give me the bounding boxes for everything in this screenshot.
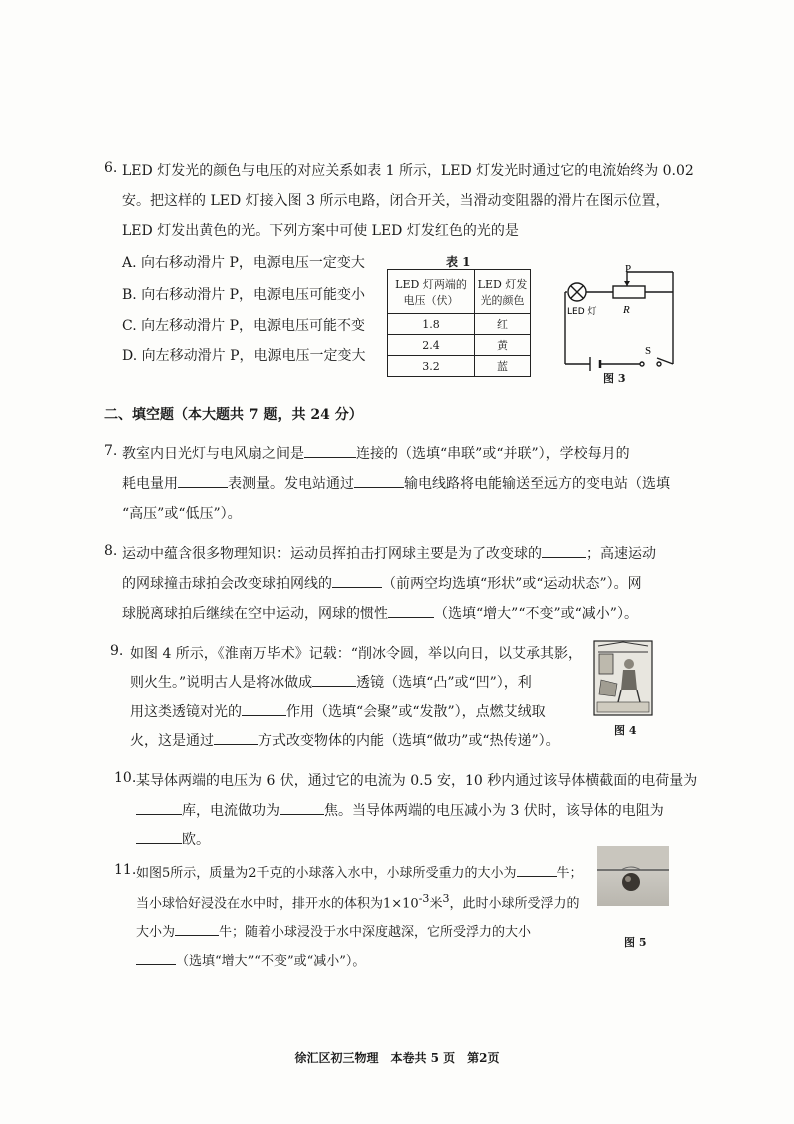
q9-text: 火，这是通过	[130, 733, 214, 749]
q10-text: 焦。当导体两端的电压减小为 3 伏时，该导体的电阻为	[324, 803, 664, 819]
question-10-number: 10.	[114, 770, 137, 786]
q11-text: 当小球恰好浸没在水中时，排开水的体积为1×10	[136, 896, 419, 912]
answer-blank[interactable]	[136, 802, 182, 815]
table-row	[388, 335, 531, 356]
answer-blank[interactable]	[136, 831, 182, 844]
question-9-line-1: 如图 4 所示，《淮南万毕术》记载：“削冰令圆，举以向日，以艾承其影，	[130, 646, 582, 662]
question-9-line-3	[130, 701, 546, 721]
table-header-color	[475, 270, 531, 314]
table-1-caption: 表 1	[446, 255, 471, 269]
header-voltage-line-1: LED 灯两端的	[395, 277, 467, 291]
table-row	[388, 314, 531, 335]
question-9-line-2	[130, 672, 532, 692]
answer-blank[interactable]	[214, 732, 258, 745]
q11-text: 大小为	[136, 925, 176, 940]
ancient-lens-illustration-figure-4	[593, 640, 653, 716]
answer-blank[interactable]	[242, 703, 286, 716]
header-voltage-line-2: 电压（伏）	[403, 293, 459, 307]
question-9-line-4	[130, 730, 560, 750]
question-8-line-1	[122, 543, 656, 563]
question-10-line-3	[136, 829, 210, 849]
answer-blank[interactable]	[542, 545, 586, 558]
q9-text: 则火生。”说明古人是将冰做成	[130, 675, 313, 691]
answer-blank[interactable]	[136, 952, 176, 965]
figure-5-caption: 图 5	[624, 936, 647, 949]
cell-color: 红	[475, 314, 531, 335]
q7-text: 耗电量用	[122, 476, 178, 492]
cell-voltage: 1.8	[388, 314, 475, 335]
q9-text: 用这类透镜对光的	[130, 704, 242, 720]
header-color-line-2: 光的颜色	[480, 293, 525, 307]
question-8-number: 8.	[104, 543, 118, 559]
figure-3-caption: 图 3	[603, 372, 626, 385]
cell-voltage: 2.4	[388, 335, 475, 356]
answer-blank[interactable]	[517, 864, 557, 877]
q8-text: （前两空均选填“形状”或“运动状态”）。网	[382, 576, 642, 592]
q8-text: ；高速运动	[586, 546, 656, 562]
q7-text: 表测量。发电站通过	[228, 476, 354, 492]
label-s: S	[645, 345, 652, 357]
q10-text: 库，电流做功为	[182, 803, 280, 819]
page-footer: 徐汇区初三物理 本卷共 5 页 第2页	[294, 1051, 500, 1065]
q7-text: 连接的（选填“串联”或“并联”），学校每月的	[356, 446, 630, 462]
question-7-number: 7.	[104, 443, 118, 459]
led-voltage-color-table	[387, 269, 531, 377]
question-8-line-2	[122, 573, 642, 593]
ball-in-water-photo-figure-5	[597, 846, 669, 906]
question-7-line-2	[122, 473, 670, 493]
table-row	[388, 356, 531, 377]
answer-blank[interactable]	[280, 802, 324, 815]
q11-text: 米	[429, 896, 443, 912]
cell-voltage: 3.2	[388, 356, 475, 377]
answer-blank[interactable]	[175, 923, 219, 936]
answer-blank[interactable]	[304, 445, 356, 458]
question-11-number: 11.	[114, 862, 137, 878]
q7-text: 输电线路将电能输送至远方的变电站（选填	[404, 476, 670, 492]
question-11-line-4	[136, 950, 365, 969]
question-7-line-3: “高压”或“低压”）。	[122, 506, 242, 522]
answer-blank[interactable]	[388, 605, 434, 618]
answer-blank[interactable]	[332, 575, 382, 588]
q11-text: 牛；	[556, 866, 583, 881]
cell-color: 黄	[475, 335, 531, 356]
question-7-line-1	[122, 443, 630, 463]
answer-blank[interactable]	[354, 475, 404, 488]
answer-blank[interactable]	[178, 475, 228, 488]
q11-exponent: 3	[442, 892, 450, 905]
question-6-line-2: 安。把这样的 LED 灯接入图 3 所示电路，闭合开关，当滑动变阻器的滑片在图示位置，	[122, 193, 670, 209]
section-2-title: 二、填空题（本大题共 7 题，共 24 分）	[104, 407, 363, 423]
q11-text: 如图5所示，质量为2千克的小球落入水中，小球所受重力的大小为	[136, 866, 517, 881]
label-p: P	[625, 263, 632, 275]
table-header-voltage	[388, 270, 475, 314]
q11-exponent: -3	[418, 892, 430, 905]
q9-text: 透镜（选填“凸”或“凹”），利	[356, 675, 532, 691]
q11-text: 牛；随着小球浸没于水中深度越深，它所受浮力的大小	[219, 925, 532, 940]
question-11-line-2	[136, 892, 579, 911]
q11-text: （选填“增大”“不变”或“减小”）。	[176, 954, 366, 969]
question-11-line-1	[136, 862, 583, 881]
answer-blank[interactable]	[312, 674, 356, 687]
q7-text: 教室内日光灯与电风扇之间是	[122, 446, 304, 462]
option-c: C. 向左移动滑片 P，电源电压可能不变	[122, 318, 365, 334]
option-a: A. 向右移动滑片 P，电源电压一定变大	[122, 255, 365, 271]
question-10-line-2	[136, 800, 664, 820]
q8-text: 运动中蕴含很多物理知识：运动员挥拍击打网球主要是为了改变球的	[122, 546, 542, 562]
q9-text: 方式改变物体的内能（选填“做功”或“热传递”）。	[258, 733, 560, 749]
label-led: LED 灯	[567, 307, 597, 317]
q9-text: 作用（选填“会聚”或“发散”），点燃艾绒取	[286, 704, 546, 720]
q11-text: ，此时小球所受浮力的	[449, 896, 580, 912]
header-color-line-1: LED 灯发	[477, 277, 528, 291]
cell-color: 蓝	[475, 356, 531, 377]
question-6-line-1: LED 灯发光的颜色与电压的对应关系如表 1 所示，LED 灯发光时通过它的电流始终为 0.02	[122, 163, 694, 179]
option-d: D. 向左移动滑片 P，电源电压一定变大	[122, 348, 366, 364]
question-9-number: 9.	[110, 643, 124, 659]
question-10-line-1: 某导体两端的电压为 6 伏，通过它的电流为 0.5 安，10 秒内通过该导体横截面的电荷量为	[136, 773, 698, 789]
option-b: B. 向右移动滑片 P，电源电压可能变小	[122, 287, 366, 303]
q8-text: 球脱离球拍后继续在空中运动，网球的惯性	[122, 606, 388, 622]
q8-text: 的网球撞击球拍会改变球拍网线的	[122, 576, 332, 592]
figure-4-caption: 图 4	[614, 724, 637, 737]
q8-text: （选填“增大”“不变”或“减小”）。	[434, 606, 638, 622]
question-11-line-3	[136, 921, 531, 940]
question-8-line-3	[122, 603, 638, 623]
label-r: R	[623, 304, 630, 316]
q10-text: 欧。	[182, 832, 210, 848]
question-6-line-3: LED 灯发出黄色的光。下列方案中可使 LED 灯发红色的光的是	[122, 223, 519, 239]
question-6-number: 6.	[104, 160, 118, 176]
